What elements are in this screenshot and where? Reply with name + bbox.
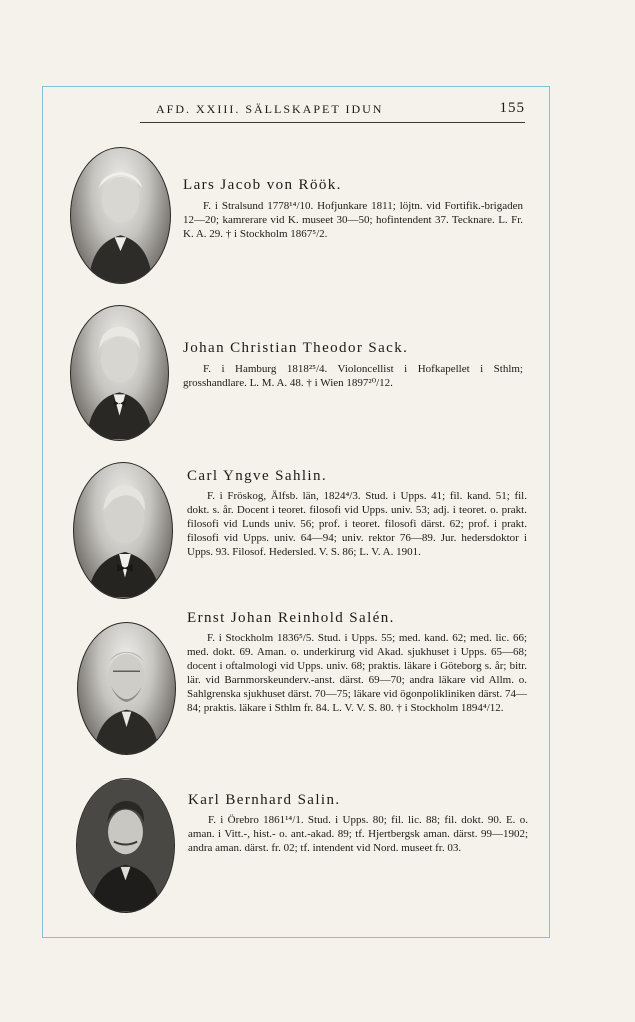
entry-3-bio: F. i Fröskog, Älfsb. län, 1824⁴/3. Stud. i Upps. 41; fil. kand. 51; fil. dokt. s. år. Docent i teoret. filosofi vid Upps. univ. 53; adj. i teoret. o. prakt. filosofi vid Lunds univ. 56; prof. i teoret. filosofi därst. 62; prof. i prakt. filosofi vid Upps. univ. 64—94; univ. rektor 76—89. Jur. hedersdoktor i Upps. 93. Filosof. Hedersled. V. S. 86; L. V. A. 1901. (187, 490, 527, 558)
portrait-3 (73, 462, 173, 599)
portrait-1-figure (71, 148, 170, 283)
entry-2-name: Johan Christian Theodor Sack. (183, 340, 409, 356)
entry-3-name: Carl Yngve Sahlin. (187, 468, 328, 484)
entry-5-name: Karl Bernhard Salin. (188, 792, 341, 808)
entry-5-bio: F. i Örebro 1861¹⁴/1. Stud. i Upps. 80; fil. lic. 88; fil. dokt. 90. E. o. aman. i Vitt.-, hist.- o. ant.-akad. 89; tf. Hjertbergsk aman. därst. 99—1902; andra aman. därst. fr. 02; tf. intendent vid Nord. museet fr. 03. (188, 814, 528, 854)
portrait-1 (70, 147, 171, 284)
portrait-5 (76, 778, 175, 913)
entry-1-bio: F. i Stralsund 1778¹⁴/10. Hofjunkare 1811; löjtn. vid Fortifik.-brigaden 12—20; kamrerare vid K. museet 30—50; hofintendent 37. Tecknare. L. Fr. K. A. 29. † i Stockholm 1867⁵/2. (183, 200, 523, 240)
portrait-4 (77, 622, 176, 755)
page-number: 155 (499, 100, 525, 116)
entry-1-name: Lars Jacob von Röök. (183, 177, 342, 193)
entry-2-bio: F. i Hamburg 1818²⁵/4. Violoncellist i Hofkapellet i Sthlm; grosshandlare. L. M. A. 48. † i Wien 1897²⁰/12. (183, 363, 523, 389)
portrait-2 (70, 305, 169, 441)
portrait-4-figure (78, 623, 175, 754)
portrait-2-figure (71, 306, 168, 440)
running-header (140, 102, 525, 120)
entry-4-name: Ernst Johan Reinhold Salén. (187, 610, 395, 626)
running-head: AFD. XXIII. SÄLLSKAPET IDUN (156, 102, 384, 116)
portrait-3-figure (74, 463, 172, 598)
header-rule (140, 122, 525, 123)
portrait-5-figure (77, 779, 174, 912)
entry-4-bio: F. i Stockholm 1836⁵/5. Stud. i Upps. 55; med. kand. 62; med. lic. 66; med. dokt. 69. Aman. o. underkirurg vid Akad. sjukhuset i Upps. 65—68; docent i oftalmologi vid Upps. univ. 68; praktis. läkare i Göteborg s. år; bitr. lär. vid Barnmorskeunderv.-anst. därst. 69—70; andra läkare vid Allm. o. Sahlgrenska sjukhuset därst. 70—75; läkare vid ögonpolikliniken därst. 74—84; praktis. läkare i Sthlm fr. 84. L. V. V. S. 80. † i Stockholm 1894⁴/12. (187, 632, 527, 714)
